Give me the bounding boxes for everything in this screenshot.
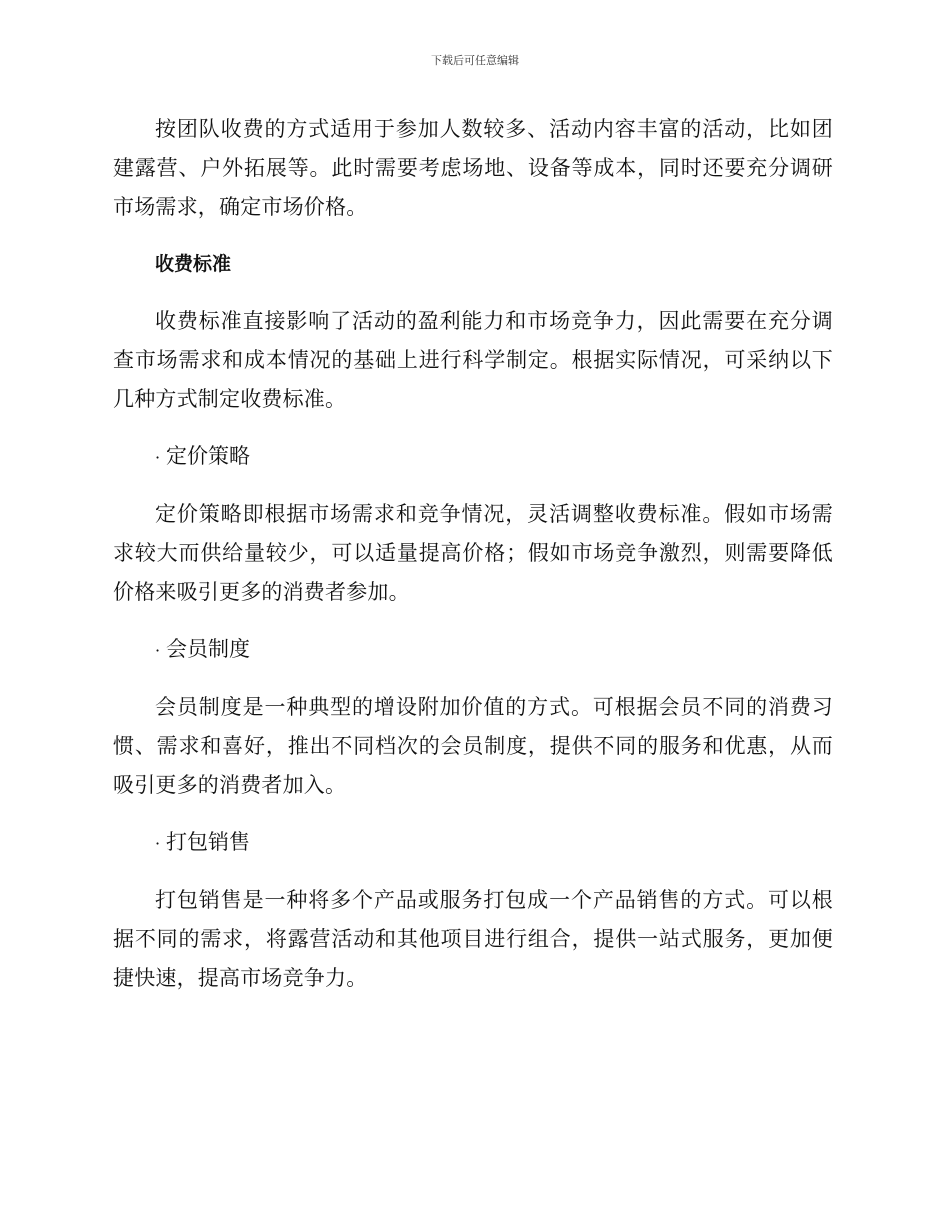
paragraph-membership: 会员制度是一种典型的增设附加价值的方式。可根据会员不同的消费习惯、需求和喜好，推出不同档次的会员制度，提供不同的服务和优惠，从而吸引更多的消费者加入。 xyxy=(113,695,833,797)
bullet-dot-icon: · xyxy=(155,834,161,853)
paragraph-pricing-standard: 收费标准直接影响了活动的盈利能力和市场竞争力，因此需要在充分调查市场需求和成本情况的基础上进行科学制定。根据实际情况，可采纳以下几种方式制定收费标准。 xyxy=(113,309,833,411)
bullet-item-membership xyxy=(113,630,833,670)
bullet-label: 定价策略 xyxy=(166,444,250,468)
paragraph-pricing-strategy: 定价策略即根据市场需求和竞争情况，灵活调整收费标准。假如市场需求较大而供给量较少，可以适量提高价格；假如市场竞争激烈，则需要降低价格来吸引更多的消费者参加。 xyxy=(113,502,833,604)
bullet-dot-icon: · xyxy=(155,448,161,467)
section-heading-pricing-standard: 收费标准 xyxy=(155,253,232,275)
paragraph-team-pricing: 按团队收费的方式适用于参加人数较多、活动内容丰富的活动，比如团建露营、户外拓展等。此时需要考虑场地、设备等成本，同时还要充分调研市场需求，确定市场价格。 xyxy=(113,117,833,219)
page-header: 下载后可任意编辑 xyxy=(431,54,519,67)
bullet-label: 会员制度 xyxy=(166,637,250,661)
bullet-label: 打包销售 xyxy=(166,830,250,854)
bullet-item-bundle-sales xyxy=(113,823,833,863)
bullet-dot-icon: · xyxy=(155,641,161,660)
document-body xyxy=(113,110,833,1016)
bullet-item-pricing-strategy xyxy=(113,437,833,477)
paragraph-bundle-sales: 打包销售是一种将多个产品或服务打包成一个产品销售的方式。可以根据不同的需求，将露营活动和其他项目进行组合，提供一站式服务，更加便捷快速，提高市场竞争力。 xyxy=(113,888,833,990)
